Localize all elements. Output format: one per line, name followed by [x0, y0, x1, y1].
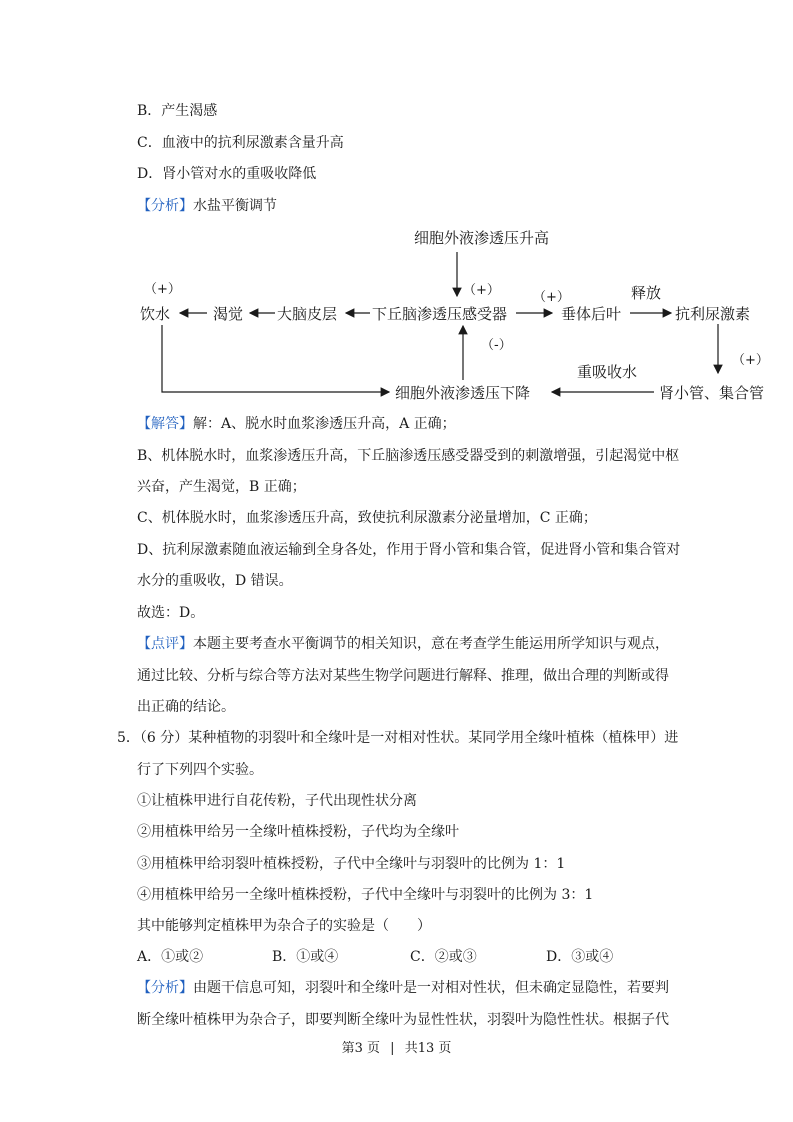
option-a: A．①或②: [137, 949, 204, 965]
comment-tag: 【点评】: [137, 636, 193, 652]
comment-text-1: 本题主要考查水平衡调节的相关知识，意在考查学生能运用所学知识与观点，: [193, 636, 669, 652]
experiment-4: ④用植株甲给另一全缘叶植株授粉，子代中全缘叶与羽裂叶的比例为 3：1: [137, 887, 594, 903]
option-b: B．①或④: [272, 949, 339, 965]
sign-plus-pituitary: （+）: [533, 290, 570, 305]
option-c-prev: C．血液中的抗利尿激素含量升高: [137, 135, 344, 151]
page-footer: [0, 1040, 793, 1058]
answer-line-5: D、抗利尿激素随血液运输到全身各处，作用于肾小管和集合管，促进肾小管和集合管对: [137, 542, 681, 558]
answer-line-7: 故选：D。: [137, 605, 205, 621]
label-reabsorb: 重吸收水: [577, 363, 638, 381]
analysis-2-line-2: 断全缘叶植株甲为杂合子，即要判断全缘叶为显性性状，羽裂叶为隐性性状。根据子代: [137, 1012, 669, 1028]
answer-line-1: [137, 414, 456, 434]
water-balance-diagram: [0, 0, 793, 420]
analysis-2-text-1: 由题干信息可知，羽裂叶和全缘叶是一对相对性状，但未确定显隐性，若要判: [193, 980, 669, 996]
node-receptor: 下丘脑渗透压感受器: [372, 305, 508, 323]
option-b-prev: B．产生渴感: [137, 103, 218, 119]
experiment-3: ③用植株甲给羽裂叶植株授粉，子代中全缘叶与羽裂叶的比例为 1：1: [137, 856, 566, 872]
question-5-prompt: 其中能够判定植株甲为杂合子的实验是（ ）: [137, 918, 431, 934]
comment-line-2: 通过比较、分析与综合等方法对某些生物学问题进行解释、推理，做出合理的判断或得: [137, 668, 669, 684]
node-drink: 饮水: [140, 305, 171, 323]
sign-plus-receptor: （+）: [463, 283, 500, 298]
option-c: C．②或③: [410, 949, 477, 965]
node-adh: 抗利尿激素: [675, 305, 751, 323]
question-5-line-2: 行了下列四个实验。: [137, 762, 263, 778]
node-top: 细胞外液渗透压升高: [414, 229, 550, 247]
question-text-1: （6 分）某种植物的羽裂叶和全缘叶是一对相对性状。某同学用全缘叶植株（植株甲）进: [139, 730, 679, 746]
answer-text-1: 解：A、脱水时血浆渗透压升高，A 正确；: [193, 416, 456, 432]
node-thirst: 渴觉: [213, 305, 244, 323]
sign-plus-kidney: （+）: [732, 353, 769, 368]
sign-minus-receptor: （-）: [481, 338, 512, 353]
sign-plus-drink: （+）: [144, 282, 181, 297]
answer-tag: 【解答】: [137, 416, 193, 432]
option-d: D．③或④: [546, 949, 614, 965]
answer-line-3: 兴奋，产生渴觉，B 正确；: [137, 479, 306, 495]
node-kidney: 肾小管、集合管: [659, 384, 765, 402]
node-pituitary: 垂体后叶: [561, 305, 622, 323]
question-5-line-1: [117, 728, 678, 748]
option-d-prev: D．肾小管对水的重吸收降低: [137, 166, 317, 182]
answer-line-2: B、机体脱水时，血浆渗透压升高，下丘脑渗透压感受器受到的刺激增强，引起渴觉中枢: [137, 448, 680, 464]
footer-page: 第3 页: [341, 1041, 381, 1056]
answer-line-4: C、机体脱水时，血浆渗透压升高，致使抗利尿激素分泌量增加，C 正确；: [137, 510, 597, 526]
comment-line-1: [137, 634, 669, 654]
node-bottom: 细胞外液渗透压下降: [395, 384, 531, 402]
experiment-1: ①让植株甲进行自花传粉，子代出现性状分离: [137, 793, 417, 809]
comment-line-3: 出正确的结论。: [137, 699, 235, 715]
experiment-2: ②用植株甲给另一全缘叶植株授粉，子代均为全缘叶: [137, 824, 459, 840]
answer-line-6: 水分的重吸收，D 错误。: [137, 573, 293, 589]
label-release: 释放: [631, 284, 662, 302]
node-cortex: 大脑皮层: [277, 305, 338, 323]
analysis-2-line-1: [137, 978, 669, 998]
arrow-drink-to-bottom: [162, 325, 389, 392]
footer-total: 共13 页: [404, 1041, 452, 1056]
question-number: 5．: [117, 730, 140, 746]
analysis-2-tag: 【分析】: [137, 980, 193, 996]
analysis-tag: 【分析】: [137, 198, 193, 214]
footer-separator: |: [390, 1041, 395, 1056]
analysis-text: 水盐平衡调节: [193, 198, 277, 214]
